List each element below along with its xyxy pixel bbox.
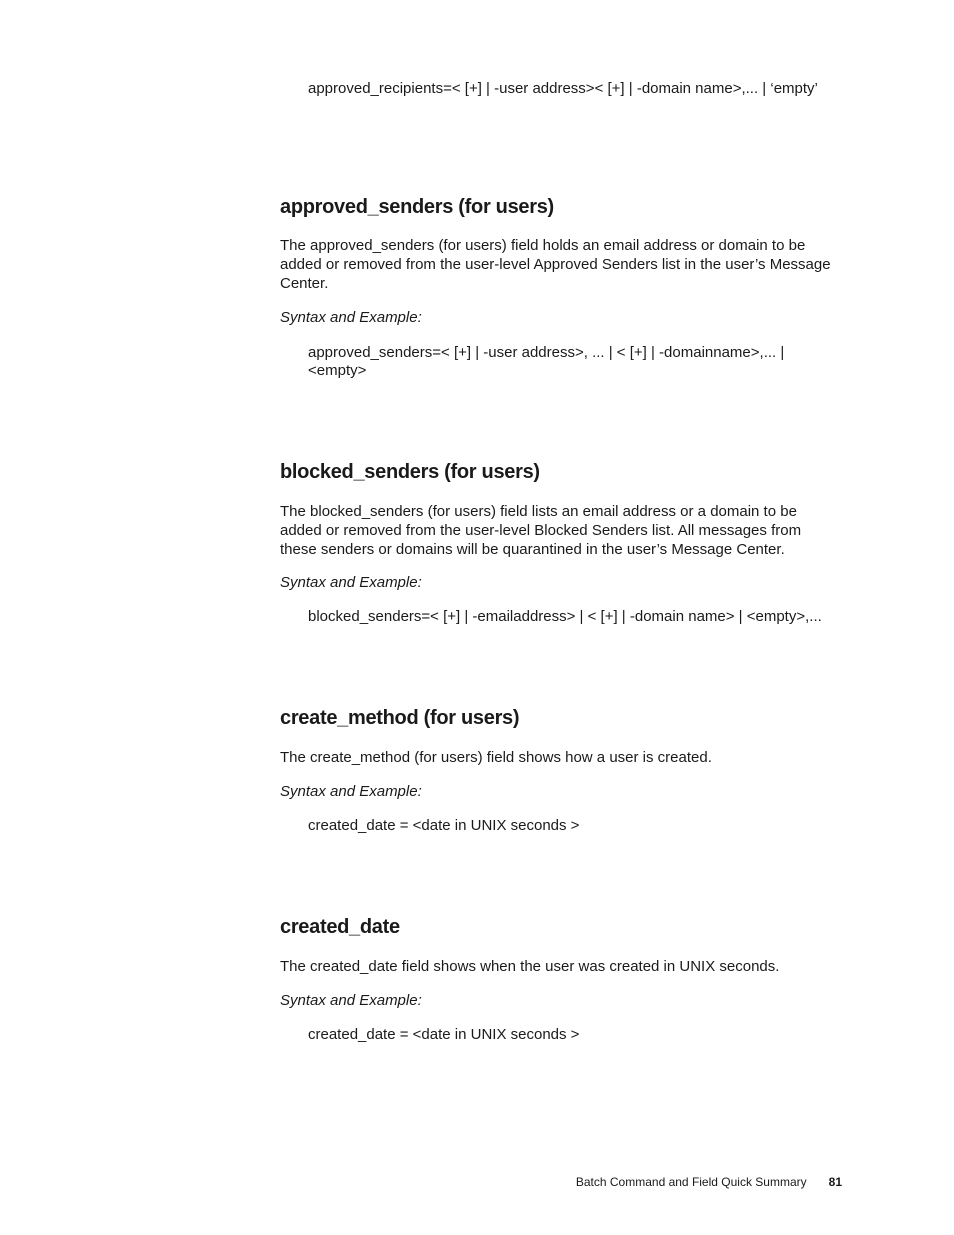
syntax-created-date: created_date = <date in UNIX seconds > bbox=[308, 1026, 580, 1043]
approved-recipients-syntax: approved_recipients=< [+] | -user address>< [+] | -domain name>,... | ‘empty’ bbox=[308, 80, 818, 97]
section-description-blocked-senders: The blocked_senders (for users) field lists an email address or a domain to be added or removed from the user-level Blocked Senders list. All messages from these senders or domains will be quarantined in the user’s Message Center. bbox=[280, 503, 802, 558]
page-number: 81 bbox=[828, 1175, 842, 1189]
syntax-label-created-date: Syntax and Example: bbox=[280, 992, 422, 1009]
syntax-approved-senders: approved_senders=< [+] | -user address>, ... | < [+] | -domainname>,... | <empty> bbox=[308, 344, 789, 379]
syntax-label-approved-senders: Syntax and Example: bbox=[280, 309, 422, 326]
section-heading-approved-senders: approved_senders (for users) bbox=[280, 196, 554, 218]
syntax-blocked-senders: blocked_senders=< [+] | -emailaddress> | < [+] | -domain name> | <empty>,... bbox=[308, 608, 822, 625]
section-heading-blocked-senders: blocked_senders (for users) bbox=[280, 461, 540, 483]
section-description-approved-senders: The approved_senders (for users) field holds an email address or domain to be added or removed from the user-level Approved Senders list in the user’s Message Center. bbox=[280, 237, 831, 292]
syntax-create-method: created_date = <date in UNIX seconds > bbox=[308, 817, 580, 834]
section-description-created-date: The created_date field shows when the user was created in UNIX seconds. bbox=[280, 958, 780, 975]
page-footer bbox=[480, 1174, 842, 1190]
syntax-label-blocked-senders: Syntax and Example: bbox=[280, 574, 422, 591]
footer-title: Batch Command and Field Quick Summary bbox=[575, 1175, 807, 1189]
section-heading-created-date: created_date bbox=[280, 916, 400, 938]
section-heading-create-method: create_method (for users) bbox=[280, 707, 520, 729]
syntax-label-create-method: Syntax and Example: bbox=[280, 783, 422, 800]
section-description-create-method: The create_method (for users) field shows how a user is created. bbox=[280, 749, 712, 766]
